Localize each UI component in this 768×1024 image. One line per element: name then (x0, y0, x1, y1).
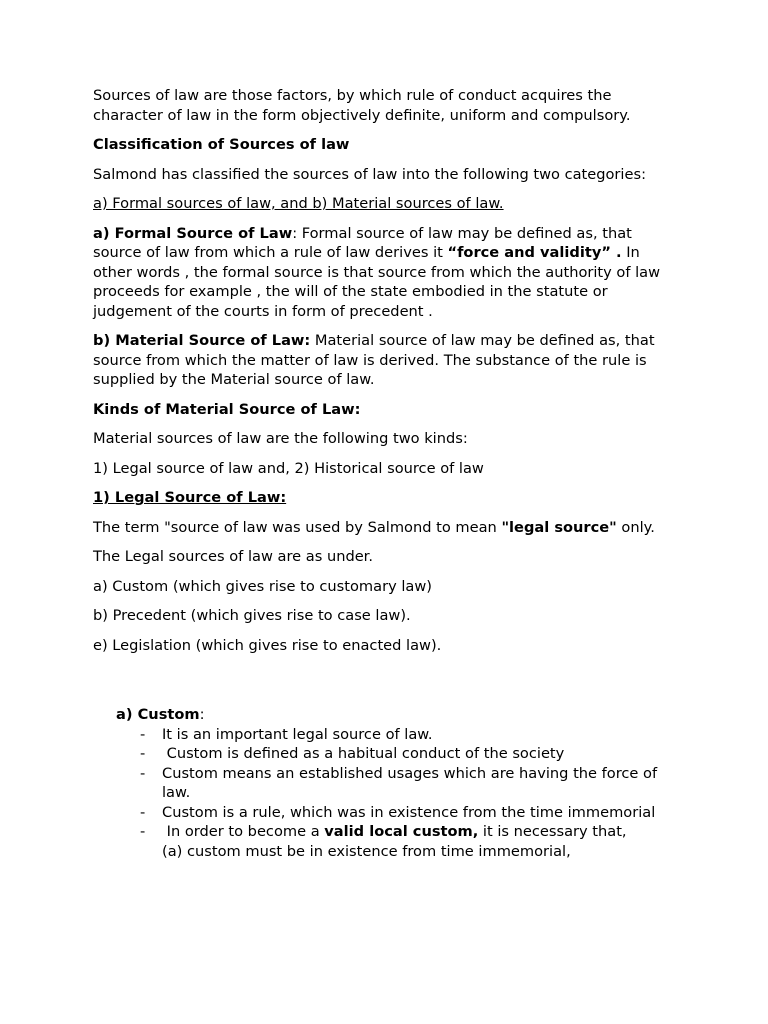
term-paragraph (93, 518, 683, 538)
term-text-2: only. (616, 518, 655, 536)
list-item (140, 725, 683, 745)
custom-bullet-text: It is an important legal source of law. (162, 725, 433, 743)
force-validity-text: “force and validity” . (447, 244, 622, 261)
legal-source-heading (93, 488, 683, 508)
custom-bullet-text: Custom is defined as a habitual conduct of the society (162, 745, 565, 762)
dash-bullet: - (140, 764, 146, 782)
legal-source-heading-text: 1) Legal Source of Law: (93, 489, 287, 506)
material-source-label: b) Material Source of Law: (93, 332, 311, 349)
material-source-paragraph (93, 331, 683, 390)
legal-item-custom: a) Custom (which gives rise to customary law) (93, 577, 432, 595)
classification-heading-text: Classification of Sources of law (93, 136, 350, 153)
term-text-1: The term "source of law was used by Salmond to mean (93, 518, 502, 536)
formal-source-paragraph (93, 224, 683, 322)
salmond-paragraph: Salmond has classified the sources of law into the following two categories: (93, 165, 646, 183)
custom-heading-colon: : (199, 706, 205, 723)
kinds-heading-text: Kinds of Material Source of Law: (93, 400, 361, 418)
dash-bullet: - (140, 725, 146, 743)
list-item (140, 803, 683, 823)
custom-last-line-2: (a) custom must be in existence from time immemorial, (162, 842, 571, 860)
formal-source-label: a) Formal Source of Law (93, 224, 293, 242)
section-spacer (93, 665, 683, 705)
custom-bullet-text: Custom means an established usages which are having the force of law. (162, 764, 658, 801)
custom-heading (116, 705, 683, 725)
kinds-paragraph: Material sources of law are the following two kinds: (93, 430, 468, 447)
dash-bullet: - (140, 745, 146, 762)
formal-source-text-2: In other words , the formal source is that source from which the authority of law proceeds for example , the will of the state embodied in the statute or judgement of the courts in form of precedent . (93, 244, 661, 320)
classification-heading (93, 135, 683, 155)
custom-heading-label: a) Custom (116, 706, 200, 723)
dash-bullet: - (140, 803, 146, 821)
list-item (140, 822, 683, 861)
custom-bullet-text: Custom is a rule, which was in existence from the time immemorial (162, 803, 656, 821)
valid-local-custom-text: valid local custom, (324, 823, 479, 840)
legal-under-paragraph: The Legal sources of law are as under. (93, 548, 373, 565)
formal-source-text-1: : Formal source of law may be defined as, that source of law from which a rule of law derives it (93, 224, 632, 261)
kinds-heading (93, 400, 683, 420)
document-body (93, 86, 683, 861)
custom-bullet-list (93, 725, 683, 862)
legal-item-precedent: b) Precedent (which gives rise to case law). (93, 607, 411, 624)
kinds-list-line: 1) Legal source of law and, 2) Historical source of law (93, 459, 484, 477)
categories-line (93, 194, 683, 214)
custom-last-text-2: it is necessary that, (478, 823, 627, 840)
list-item (140, 744, 683, 764)
legal-item-legislation: e) Legislation (which gives rise to enacted law). (93, 636, 442, 654)
custom-last-text-1: In order to become a (162, 823, 325, 840)
dash-bullet: - (140, 823, 146, 840)
intro-paragraph: Sources of law are those factors, by which rule of conduct acquires the character of law in the form objectively definite, uniform and compulsory. (93, 87, 631, 124)
legal-source-term: "legal source" (501, 518, 617, 536)
categories-text: a) Formal sources of law, and b) Material sources of law. (93, 195, 504, 212)
material-source-text: Material source of law may be defined as, that source from which the matter of law is derived. The substance of the rule is supplied by the Material source of law. (93, 332, 655, 388)
list-item (140, 764, 683, 803)
